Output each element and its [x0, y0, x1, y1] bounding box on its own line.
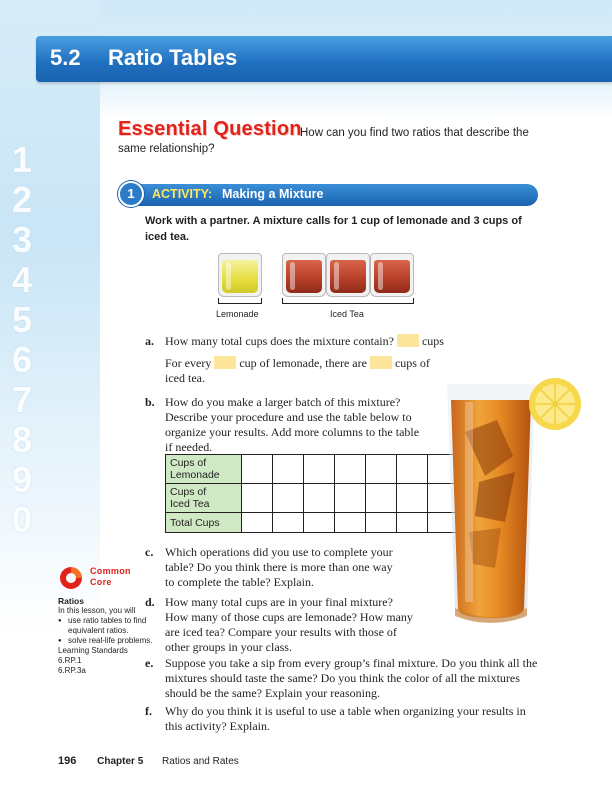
table-cell[interactable] — [397, 513, 428, 533]
activity-label: ACTIVITY: — [152, 187, 213, 201]
list-item: ● solve real-life problems. — [58, 636, 158, 646]
table-row — [166, 455, 459, 484]
table-cell[interactable] — [335, 513, 366, 533]
table-cell[interactable] — [304, 455, 335, 484]
page-footer — [58, 755, 239, 767]
question-letter: c. — [145, 545, 154, 559]
decorative-digit: 8 — [12, 419, 33, 460]
lesson-sidebar — [58, 596, 158, 676]
standards-label: Learning Standards — [58, 646, 128, 655]
decorative-digit: 4 — [12, 259, 33, 300]
table-cell[interactable] — [366, 513, 397, 533]
section-title: Ratio Tables — [108, 45, 238, 70]
iced-tea-glass — [282, 253, 326, 297]
sidebar-heading: Ratios — [58, 596, 84, 606]
iced-tea-label: Iced Tea — [330, 309, 364, 319]
question-letter: d. — [145, 595, 155, 609]
table-cell[interactable] — [397, 484, 428, 513]
table-cell[interactable] — [304, 513, 335, 533]
question-b-text: How do you make a larger batch of this mixture? Describe your procedure and use the table below to organize your results. Add more columns to the table if needed. — [165, 395, 420, 454]
activity-title: Making a Mixture — [222, 187, 324, 201]
section-number: 5.2 — [50, 45, 81, 70]
question-letter: f. — [145, 704, 152, 718]
lemonade-bracket — [218, 298, 262, 304]
question-e-text: Suppose you take a sip from every group’s final mixture. Do you think all the mixtures should taste the same? Do you think the color of all the mixtures should be the same? Explain your reasoning. — [165, 656, 538, 700]
answer-blank[interactable] — [214, 356, 236, 369]
decorative-digit: 1 — [12, 139, 33, 180]
decorative-digit: 7 — [12, 379, 33, 420]
question-a-line2: For every cup of lemonade, there are cups of — [165, 356, 430, 370]
list-item: ● use ratio tables to find equivalent ratios. — [58, 616, 158, 636]
question-f-text: Why do you think it is useful to use a table when organizing your results in this activity? Explain. — [165, 704, 526, 733]
standard-item: 6.RP.1 — [58, 656, 82, 665]
decorative-digit: 2 — [12, 179, 33, 220]
table-cell[interactable] — [242, 484, 273, 513]
decorative-digit: 3 — [12, 219, 33, 260]
essential-question-text-1: How can you find two ratios that describe the — [300, 127, 529, 139]
chapter-title: Ratios and Rates — [162, 756, 239, 767]
common-core-label: Common Core — [90, 566, 131, 587]
iced-tea-bracket — [282, 298, 414, 304]
iced-tea-glass — [370, 253, 414, 297]
decorative-digit: 0 — [12, 499, 33, 540]
essential-question-label: Essential Question — [118, 118, 302, 140]
common-core-logo-icon — [58, 565, 84, 591]
question-d-text: How many total cups are in your final mixture? How many of those cups are lemonade? How many are iced tea? Compare your results with those of other groups in your class. — [165, 595, 413, 654]
question-c-text: Which operations did you use to complete your table? Do you think there is more than one way to complete the table? Explain. — [165, 545, 393, 589]
row-header-total: Total Cups — [166, 513, 242, 533]
table-cell[interactable] — [366, 455, 397, 484]
table-row — [166, 484, 459, 513]
table-cell[interactable] — [273, 484, 304, 513]
table-cell[interactable] — [273, 513, 304, 533]
table-cell[interactable] — [397, 455, 428, 484]
page-number: 196 — [58, 755, 77, 767]
ratio-table — [165, 454, 459, 533]
table-cell[interactable] — [242, 455, 273, 484]
lemonade-label: Lemonade — [216, 309, 259, 319]
answer-blank[interactable] — [397, 334, 419, 347]
iced-tea-drink-image — [435, 372, 585, 627]
question-letter: a. — [145, 334, 154, 348]
chapter-label: Chapter 5 — [97, 756, 144, 767]
decorative-digits — [12, 140, 52, 540]
activity-intro: Work with a partner. A mixture calls for 1 cup of lemonade and 3 cups of iced tea. — [145, 215, 522, 243]
answer-blank[interactable] — [370, 356, 392, 369]
table-cell[interactable] — [366, 484, 397, 513]
question-a-line3: iced tea. — [165, 371, 205, 385]
row-header-iced-tea: Cups of Iced Tea — [166, 484, 242, 513]
decorative-digit: 5 — [12, 299, 33, 340]
table-row — [166, 513, 459, 533]
section-title-bar — [36, 36, 612, 82]
activity-number: 1 — [127, 186, 135, 201]
sidebar-intro: In this lesson, you will — [58, 606, 136, 615]
table-cell[interactable] — [273, 455, 304, 484]
question-a-line1: How many total cups does the mixture contain? cups — [165, 334, 444, 348]
table-cell[interactable] — [335, 484, 366, 513]
table-cell[interactable] — [304, 484, 335, 513]
table-cell[interactable] — [242, 513, 273, 533]
decorative-digit: 9 — [12, 459, 33, 500]
question-letter: b. — [145, 395, 155, 409]
essential-question-text-2: same relationship? — [118, 143, 215, 155]
standard-item: 6.RP.3a — [58, 666, 86, 675]
iced-tea-glass — [326, 253, 370, 297]
sidebar-list — [58, 616, 158, 646]
question-letter: e. — [145, 656, 154, 670]
lemonade-glass — [218, 253, 262, 297]
table-cell[interactable] — [335, 455, 366, 484]
row-header-lemonade: Cups of Lemonade — [166, 455, 242, 484]
decorative-digit: 6 — [12, 339, 33, 380]
activity-number-badge — [118, 181, 144, 207]
